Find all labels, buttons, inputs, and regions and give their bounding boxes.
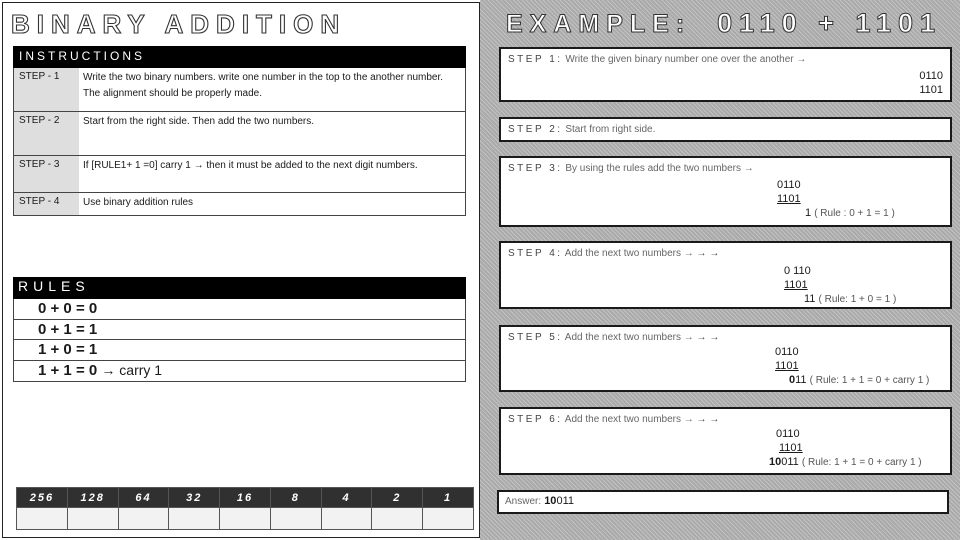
arrow-icon: → → [696,248,720,259]
rule-row [13,320,466,341]
empty-cell [169,508,220,530]
answer-label: Answer: [505,496,542,507]
empty-cell [372,508,423,530]
empty-cell [17,508,68,530]
rule-note: ( Rule: 1 + 1 = 0 + carry 1 ) [809,375,930,386]
rule-row [13,340,466,361]
top-number: 0110 [776,428,800,440]
step-box [499,117,952,142]
step-box [499,241,952,309]
instruction-row [13,112,466,156]
empty-cell [118,508,169,530]
answer-box [497,490,949,514]
instruction-step-label: STEP - 3 [14,156,79,192]
instruction-row [13,156,466,193]
result-bold-digits: 10 [769,456,782,468]
rule-note: ( Rule : 0 + 1 = 1 ) [814,208,895,219]
arrow-icon: → → [696,414,720,425]
place-value-cell: 64 [118,488,169,508]
arrow-icon: → → [696,332,720,343]
result-bold-digits: 0 [789,374,796,386]
rules-header: RULES [13,277,466,299]
place-value-cell: 1 [423,488,474,508]
step-label: STEP 4: [508,248,563,259]
step-description: By using the rules add the two numbers → [565,163,754,174]
place-value-table [16,487,474,530]
instruction-text: Write the two binary numbers. write one number in the top to the another number. The alignment should be properly made. [83,72,444,99]
step-label: STEP 2: [508,124,563,135]
top-number: 0 110 [784,265,811,277]
rule-text: 0 + 0 = 0 [38,300,98,317]
step-label: STEP 3: [508,163,563,174]
instruction-text: If [RULE1+ 1 =0] carry 1 → then it must be added to the next digit numbers. [83,160,418,171]
instruction-step-label: STEP - 4 [14,193,79,215]
bottom-number: 1101 [775,360,799,372]
step-label: STEP 1: [508,54,563,65]
place-value-cell: 2 [372,488,423,508]
place-value-cell: 16 [220,488,271,508]
rule-text: 1 + 0 = 1 [38,341,98,359]
bottom-number: 1101 [919,84,943,96]
example-label: EXAMPLE: [506,10,692,38]
place-value-cell: 256 [17,488,68,508]
left-panel [2,2,480,538]
result-digits: 11 [804,293,816,305]
step-description: Add the next two numbers → [564,414,694,425]
empty-cell [270,508,321,530]
top-number: 0110 [919,70,943,82]
top-number: 0110 [777,179,801,191]
step-label: STEP 6: [508,414,563,425]
step-description: Add the next two numbers → [564,332,694,343]
bottom-number: 1101 [784,279,808,291]
carry-note: → carry 1 [101,362,163,379]
right-panel [480,0,960,540]
instruction-row [13,68,466,112]
place-value-cell: 128 [67,488,118,508]
rule-text: 1 + 1 = 0 [38,362,98,380]
step-box [499,325,952,392]
rule-note: ( Rule: 1 + 0 = 1 ) [818,294,897,305]
empty-cell [423,508,474,530]
result-digits: 011 [781,456,799,468]
empty-cell [220,508,271,530]
example-problem: 0110 + 1101 [717,8,942,38]
rule-row [13,361,466,382]
instruction-row [13,193,466,216]
empty-cell [321,508,372,530]
rule-row [13,299,466,320]
step-label: STEP 5: [508,332,563,343]
instruction-step-label: STEP - 2 [14,112,79,155]
step-box [499,47,952,102]
top-number: 0110 [775,346,799,358]
place-value-cell: 8 [270,488,321,508]
instruction-text: Start from the right side. Then add the two numbers. [83,116,315,127]
page-title: BINARY ADDITION [11,9,347,39]
step-box [499,407,952,475]
instructions-table [13,68,466,216]
rule-note: ( Rule: 1 + 1 = 0 + carry 1 ) [801,457,922,468]
step-description: Add the next two numbers → [564,248,694,259]
place-value-cell: 4 [321,488,372,508]
answer-tail-digits: 11 [562,495,574,507]
instruction-step-label: STEP - 1 [14,68,79,111]
result-digits: 11 [795,374,807,386]
bottom-number: 1101 [779,442,803,454]
instructions-header: INSTRUCTIONS [13,46,466,68]
answer-bold-digits: 10 [544,495,557,507]
empty-cell [67,508,118,530]
rules-table [13,299,466,382]
rule-text: 0 + 1 = 1 [38,320,98,338]
answer-digit: 0 [556,495,563,507]
step-box [499,156,952,227]
instruction-text: Use binary addition rules [83,197,194,208]
result-digits: 1 [805,207,812,219]
bottom-number: 1101 [777,193,801,205]
step-description: Start from right side. [565,124,656,135]
place-value-cell: 32 [169,488,220,508]
step-description: Write the given binary number one over the another → [565,54,807,65]
